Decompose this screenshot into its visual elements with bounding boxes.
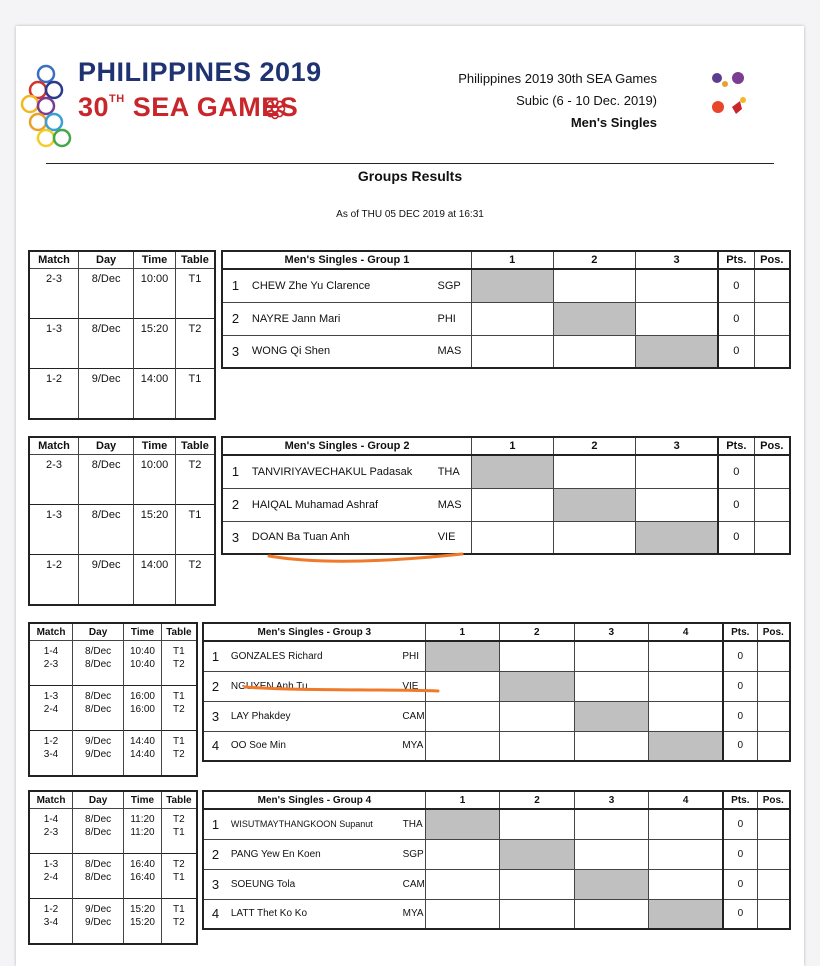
as-of-timestamp: As of THU 05 DEC 2019 at 16:31 [336,209,484,220]
player-row: 2 NAYRE Jann Mari PHI 0 [222,302,790,335]
player-row: 3 WONG Qi Shen MAS 0 [222,335,790,368]
player-row: 3 SOEUNG Tola CAM 0 [203,869,790,899]
col-day: Day [79,251,134,269]
group-3-results: Men's Singles - Group 3 1 2 3 4 Pts. Pos. 1 GONZALES Richard PHI 0 2 NGUYEN Anh Tu VIE 0 3 LAY Phakdey CAM 0 4 OO Soe Min MYA 0 [202,622,791,762]
table-tennis-pictogram-icon [708,70,748,120]
schedule-row: 1-2 9/Dec 14:00 T2 [29,555,215,605]
schedule-row: 1-2 3-4 9/Dec 9/Dec 14:40 14:40 T1 T2 [29,731,197,776]
schedule-row: 1-3 2-4 8/Dec 8/Dec 16:00 16:00 T1 T2 [29,686,197,731]
orange-underline-annotation [266,548,466,570]
orange-underline-annotation [242,683,442,699]
event-venue: Subic (6 - 10 Dec. 2019) [516,93,657,108]
group-title: Men's Singles - Group 1 [222,251,471,269]
group-1-schedule [28,250,216,420]
schedule-row: 1-3 8/Dec 15:20 T1 [29,505,215,555]
player-row: 1 GONZALES Richard PHI 0 [203,641,790,671]
schedule-row: 1-2 3-4 9/Dec 9/Dec 15:20 15:20 T1 T2 [29,899,197,944]
section-title: Groups Results [357,168,463,184]
col-table: Table [175,251,215,269]
group-2-results: Men's Singles - Group 2 1 2 3 Pts. Pos. 1 TANVIRIYAVECHAKUL Padasak THA 0 2 HAIQAL Muhamad Ashraf MAS 0 3 DOAN Ba Tuan Anh VIE 0 [221,436,791,555]
player-row: 4 LATT Thet Ko Ko MYA 0 [203,899,790,929]
player-row: 1 WISUTMAYTHANGKOON Supanut THA 0 [203,809,790,839]
group-title: Men's Singles - Group 2 [222,437,472,455]
group-2-schedule: Match Day Time Table 2-3 8/Dec 10:00 T2 1-3 8/Dec 15:20 T1 1-2 9/Dec 14:00 T2 [28,436,216,606]
brand-line-1: PHILIPPINES 2019 [78,57,322,87]
schedule-row: 1-3 8/Dec 15:20 T2 [29,319,215,369]
schedule-row: 1-4 2-3 8/Dec 8/Dec 11:20 11:20 T2 T1 [29,809,197,854]
event-discipline: Men's Singles [570,115,657,130]
player-row: 3 LAY Phakdey CAM 0 [203,701,790,731]
player-row: 2 HAIQAL Muhamad Ashraf MAS 0 [222,488,790,521]
group-1-results: Men's Singles - Group 1 1 2 3 Pts. Pos. 1 CHEW Zhe Yu Clarence SGP 0 2 NAYRE Jann Mari PHI 0 3 WONG Qi Shen MAS 0 [221,250,791,369]
sea-games-rings-logo-icon [16,52,86,162]
group-3-schedule: Match Day Time Table 1-4 2-3 8/Dec 8/Dec 10:40 10:40 T1 T2 1-3 2-4 8/Dec 8/Dec 16:00 16:00 T1 T2 1-2 3-4 9/Dec 9/Dec 14:40 14:40 T1 T2 [28,622,198,777]
event-title: Philippines 2019 30th SEA Games [458,71,657,86]
schedule-row: 2-3 8/Dec 10:00 T1 [29,269,215,319]
player-row: 2 NGUYEN Anh Tu VIE 0 [203,671,790,701]
schedule-row: 1-4 2-3 8/Dec 8/Dec 10:40 10:40 T1 T2 [29,641,197,686]
group-4-schedule: Match Day Time Table 1-4 2-3 8/Dec 8/Dec 11:20 11:20 T2 T1 1-3 2-4 8/Dec 8/Dec 16:40 16:40 T2 T1 1-2 3-4 9/Dec 9/Dec 15:20 15:20 T1 T2 [28,790,198,945]
group-title: Men's Singles - Group 4 [203,791,425,809]
schedule-row: 1-2 9/Dec 14:00 T1 [29,369,215,419]
sampaguita-flower-icon [264,98,286,120]
group-4-results: Men's Singles - Group 4 1 2 3 4 Pts. Pos. 1 WISUTMAYTHANGKOON Supanut THA 0 2 PANG Yew En Koen SGP 0 3 SOEUNG Tola CAM 0 4 LATT Thet Ko Ko MYA 0 [202,790,791,930]
group-title: Men's Singles - Group 3 [203,623,425,641]
schedule-row: 2-3 8/Dec 10:00 T2 [29,455,215,505]
player-row: 2 PANG Yew En Koen SGP 0 [203,839,790,869]
header-divider [46,163,774,164]
player-row: 3 DOAN Ba Tuan Anh VIE 0 [222,521,790,554]
player-row: 1 CHEW Zhe Yu Clarence SGP 0 [222,269,790,302]
player-row: 4 OO Soe Min MYA 0 [203,731,790,761]
player-row: 1 TANVIRIYAVECHAKUL Padasak THA 0 [222,455,790,488]
schedule-row: 1-3 2-4 8/Dec 8/Dec 16:40 16:40 T2 T1 [29,854,197,899]
col-time: Time [134,251,176,269]
col-match: Match [29,251,79,269]
event-info [458,68,657,134]
brand-line-2: 30TH SEA GAMES [78,92,299,122]
results-sheet [16,26,804,966]
